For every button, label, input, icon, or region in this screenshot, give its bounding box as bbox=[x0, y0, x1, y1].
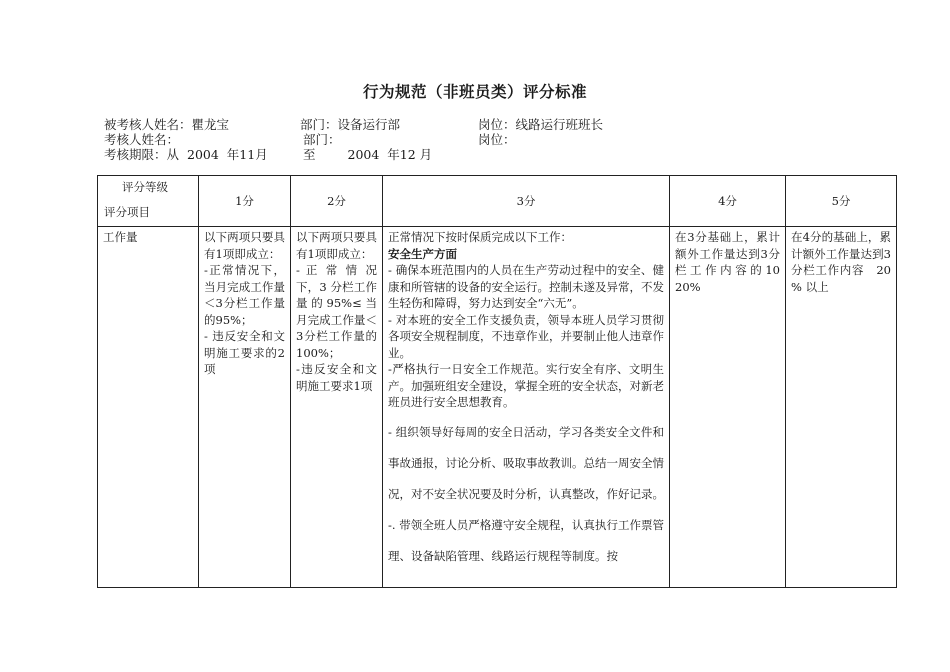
column-header-2: 2分 bbox=[291, 176, 383, 227]
score-3-item-1: - 确保本班范围内的人员在生产劳动过程中的安全、健康和所管辖的设备的安全运行。控制未遂及异常，不发生轻伤和障碍，努力达到安全“六无”。 bbox=[388, 263, 664, 310]
department-line-1 bbox=[300, 117, 400, 133]
examinee-line bbox=[104, 117, 229, 133]
post-label: 岗位： bbox=[478, 117, 516, 132]
post-label-2: 岗位： bbox=[478, 132, 516, 147]
period-to-unit: 年12 月 bbox=[387, 147, 433, 162]
period-to-line bbox=[303, 147, 432, 163]
score-3-item-3: -严格执行一日安全工作规范。实行安全有序、文明生产。加强班组安全建设，掌握全班的安全状态，对新老班员进行安全思想教育。 bbox=[388, 362, 664, 409]
period-line bbox=[104, 147, 268, 163]
period-to-label: 至 bbox=[303, 147, 316, 162]
score-5-criteria: 在4分的基础上，累计额外工作量达到3分栏工作内容 20 % 以上 bbox=[786, 227, 897, 588]
score-3-item-4: - 组织领导好每周的安全日活动，学习各类安全文件和事故通报，讨论分析、吸取事故教训。总结一周安全情况，对不安全状况要及时分析，认真整改，作好记录。 bbox=[388, 424, 664, 501]
score-3-item-2: - 对本班的安全工作支援负责，领导本班人员学习贯彻各项安全规程制度，不违章作业，并要制止他人违章作业。 bbox=[388, 312, 664, 360]
corner-bottom-label: 评分项目 bbox=[104, 205, 150, 219]
department-value: 设备运行部 bbox=[337, 117, 401, 132]
department-label: 部门： bbox=[300, 117, 338, 132]
period-label: 考核期限：从 bbox=[104, 147, 180, 162]
document-title: 行为规范（非班员类）评分标准 bbox=[362, 82, 587, 101]
period-to-year: 2004 bbox=[347, 147, 380, 162]
examinee-name: 瞿龙宝 bbox=[191, 117, 230, 132]
post-line-1 bbox=[478, 117, 603, 133]
score-4-criteria: 在3分基础上，累计额外工作量达到3分栏工作内容的10 20% bbox=[670, 227, 786, 588]
corner-top-label: 评分等级 bbox=[122, 180, 168, 194]
column-header-5: 5分 bbox=[786, 176, 897, 227]
examiner-label: 考核人姓名： bbox=[104, 132, 180, 147]
post-value: 线路运行班班长 bbox=[515, 117, 604, 132]
examiner-line bbox=[104, 132, 179, 148]
score-2-criteria: 以下两项只要具有1项即成立： - 正 常 情 况 下，3 分栏工作量的95%≤当月完成工作量＜3分栏工作量的100%； -违反安全和文明施工要求1项 bbox=[291, 227, 383, 588]
corner-cell bbox=[98, 176, 199, 227]
row-item-label: 工作量 bbox=[98, 227, 199, 588]
score-3-intro: 正常情况下按时保质完成以下工作： bbox=[388, 230, 572, 244]
department-line-2 bbox=[303, 132, 341, 148]
post-line-2 bbox=[478, 132, 516, 148]
score-3-criteria bbox=[383, 227, 670, 588]
score-3-section-heading: 安全生产方面 bbox=[388, 246, 457, 261]
column-header-3: 3分 bbox=[383, 176, 670, 227]
scoring-table bbox=[97, 175, 897, 588]
column-header-1: 1分 bbox=[199, 176, 291, 227]
department-label-2: 部门： bbox=[303, 132, 341, 147]
score-3-item-5: -. 带领全班人员严格遵守安全规程，认真执行工作票管理、设备缺陷管理、线路运行规程等制度。按 bbox=[388, 517, 664, 563]
period-from-unit: 年11月 bbox=[226, 147, 268, 162]
period-from-year: 2004 bbox=[187, 147, 219, 162]
table-header-row bbox=[98, 176, 897, 227]
examinee-label: 被考核人姓名： bbox=[104, 117, 192, 132]
table-row bbox=[98, 227, 897, 588]
score-1-criteria: 以下两项只要具有1项即成立： -正常情况下，当月完成工作量＜3分栏工作量的95%； - 违反安全和文明施工要求的2项 bbox=[199, 227, 291, 588]
column-header-4: 4分 bbox=[670, 176, 786, 227]
